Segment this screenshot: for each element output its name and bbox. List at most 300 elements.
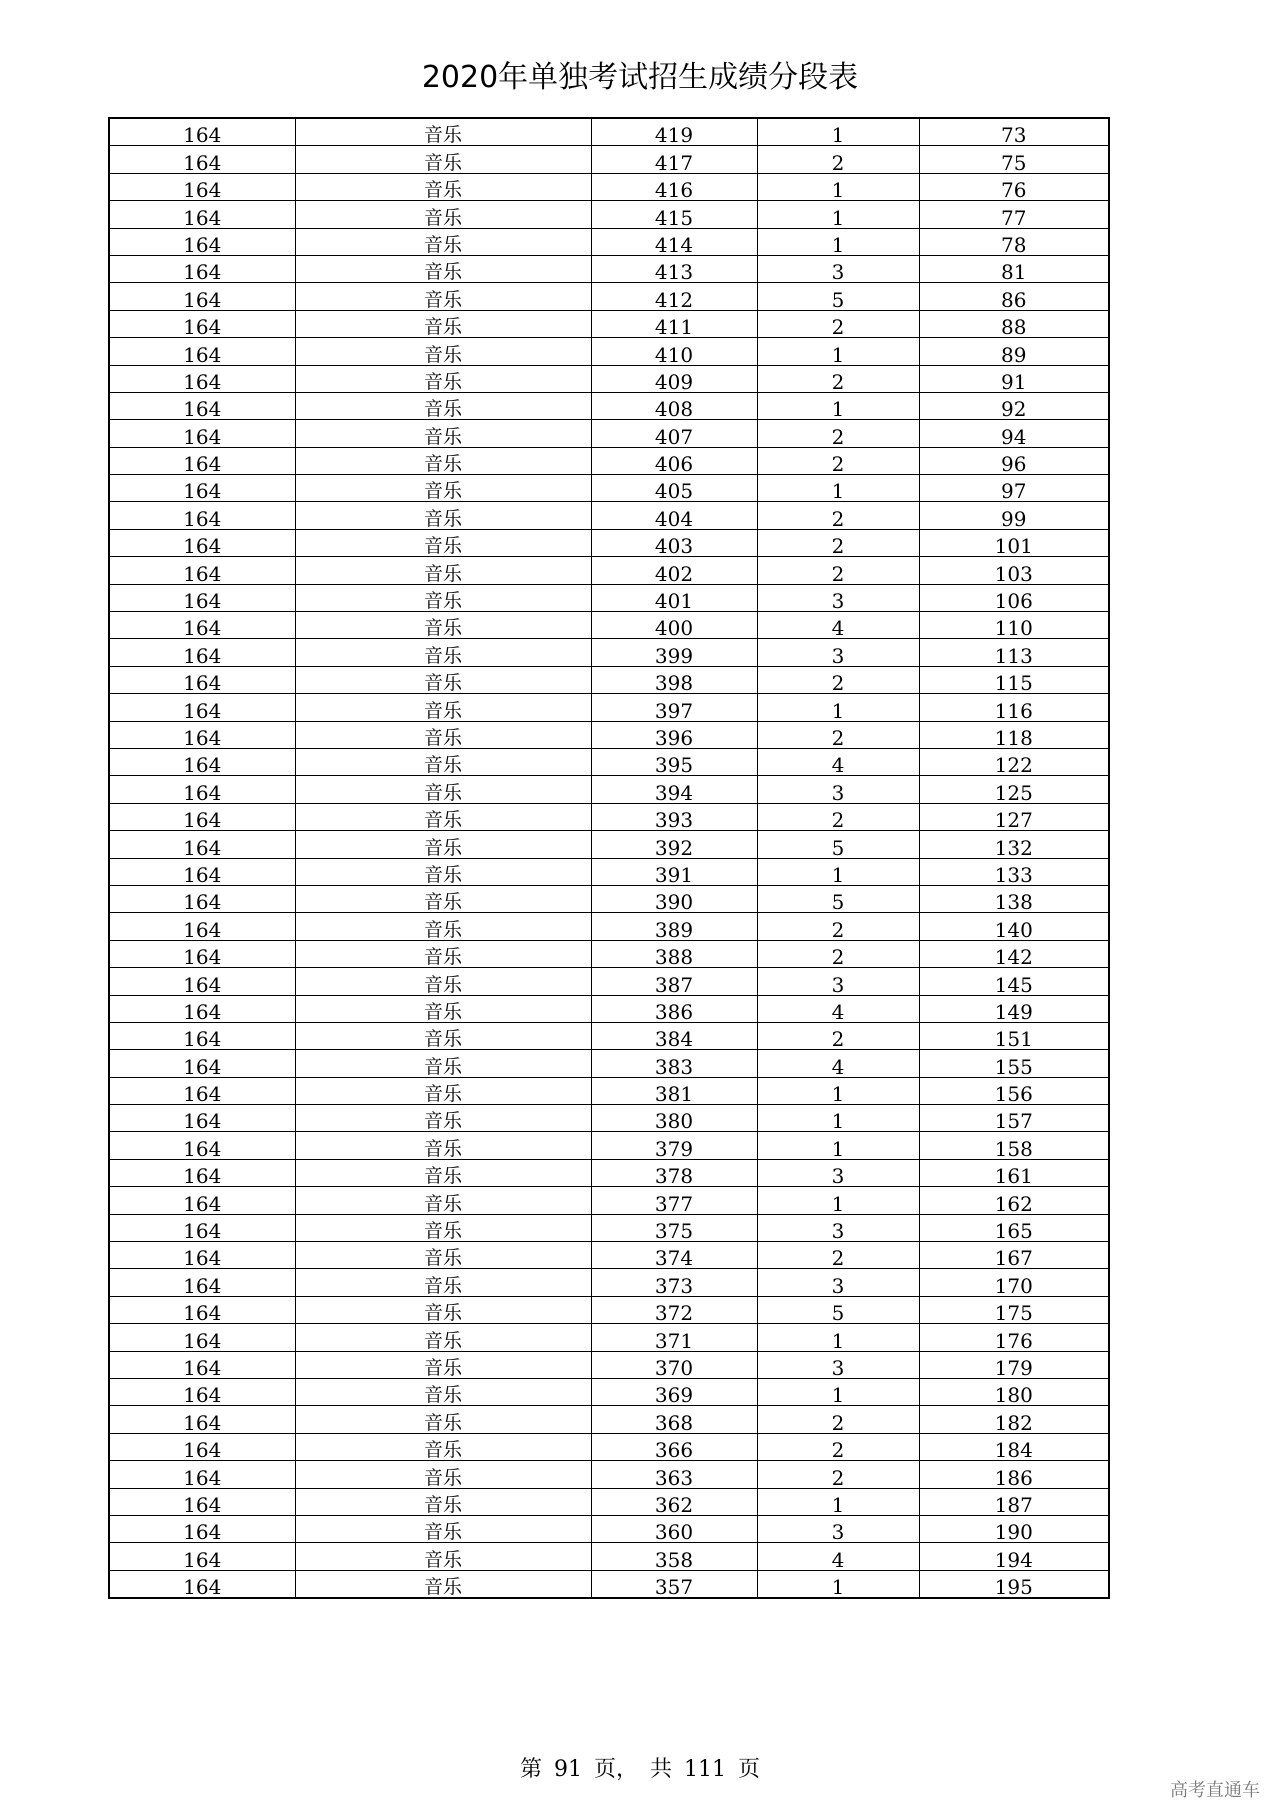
subject-cell: 音乐	[295, 1406, 591, 1433]
code-cell: 164	[109, 118, 295, 146]
page-number: 91	[553, 1757, 582, 1782]
score-cell: 392	[591, 831, 757, 858]
table-row	[109, 118, 1109, 146]
score-cell: 363	[591, 1461, 757, 1488]
code-cell: 164	[109, 666, 295, 693]
score-cell: 390	[591, 885, 757, 912]
subject-cell: 音乐	[295, 1351, 591, 1378]
subject-cell: 音乐	[295, 1050, 591, 1077]
count-cell: 2	[757, 1022, 919, 1049]
code-cell: 164	[109, 694, 295, 721]
subject-cell: 音乐	[295, 803, 591, 830]
subject-cell: 音乐	[295, 1242, 591, 1269]
subject-cell: 音乐	[295, 310, 591, 337]
code-cell: 164	[109, 1296, 295, 1323]
cumulative-cell: 151	[919, 1022, 1109, 1049]
code-cell: 164	[109, 228, 295, 255]
table-row	[109, 365, 1109, 392]
score-cell: 383	[591, 1050, 757, 1077]
cumulative-cell: 165	[919, 1214, 1109, 1241]
count-cell: 4	[757, 995, 919, 1022]
count-cell: 2	[757, 529, 919, 556]
subject-cell: 音乐	[295, 776, 591, 803]
code-cell: 164	[109, 529, 295, 556]
count-cell: 2	[757, 310, 919, 337]
code-cell: 164	[109, 310, 295, 337]
table-row	[109, 1324, 1109, 1351]
code-cell: 164	[109, 1242, 295, 1269]
subject-cell: 音乐	[295, 1159, 591, 1186]
table-row	[109, 1077, 1109, 1104]
code-cell: 164	[109, 1187, 295, 1214]
subject-cell: 音乐	[295, 666, 591, 693]
score-cell: 397	[591, 694, 757, 721]
score-cell: 358	[591, 1543, 757, 1570]
subject-cell: 音乐	[295, 612, 591, 639]
score-cell: 401	[591, 584, 757, 611]
table-row	[109, 968, 1109, 995]
code-cell: 164	[109, 940, 295, 967]
count-cell: 2	[757, 502, 919, 529]
cumulative-cell: 103	[919, 557, 1109, 584]
score-cell: 407	[591, 420, 757, 447]
table-row	[109, 310, 1109, 337]
count-cell: 3	[757, 255, 919, 282]
count-cell: 2	[757, 447, 919, 474]
score-cell: 371	[591, 1324, 757, 1351]
code-cell: 164	[109, 447, 295, 474]
count-cell: 1	[757, 1324, 919, 1351]
code-cell: 164	[109, 1105, 295, 1132]
score-cell: 406	[591, 447, 757, 474]
table-row	[109, 1105, 1109, 1132]
subject-cell: 音乐	[295, 1105, 591, 1132]
score-cell: 403	[591, 529, 757, 556]
cumulative-cell: 190	[919, 1515, 1109, 1542]
subject-cell: 音乐	[295, 940, 591, 967]
table-row	[109, 1159, 1109, 1186]
code-cell: 164	[109, 1077, 295, 1104]
table-row	[109, 1050, 1109, 1077]
cumulative-cell: 78	[919, 228, 1109, 255]
score-cell: 379	[591, 1132, 757, 1159]
code-cell: 164	[109, 721, 295, 748]
score-cell: 368	[591, 1406, 757, 1433]
table-row	[109, 1543, 1109, 1570]
code-cell: 164	[109, 831, 295, 858]
count-cell: 3	[757, 1159, 919, 1186]
cumulative-cell: 127	[919, 803, 1109, 830]
code-cell: 164	[109, 1324, 295, 1351]
code-cell: 164	[109, 1543, 295, 1570]
subject-cell: 音乐	[295, 365, 591, 392]
code-cell: 164	[109, 913, 295, 940]
score-cell: 394	[591, 776, 757, 803]
score-cell: 398	[591, 666, 757, 693]
score-cell: 414	[591, 228, 757, 255]
code-cell: 164	[109, 557, 295, 584]
table-row	[109, 1242, 1109, 1269]
table-row	[109, 1351, 1109, 1378]
cumulative-cell: 91	[919, 365, 1109, 392]
cumulative-cell: 96	[919, 447, 1109, 474]
table-row	[109, 173, 1109, 200]
subject-cell: 音乐	[295, 858, 591, 885]
score-cell: 410	[591, 338, 757, 365]
count-cell: 2	[757, 1461, 919, 1488]
table-row	[109, 1296, 1109, 1323]
score-cell: 362	[591, 1488, 757, 1515]
count-cell: 5	[757, 831, 919, 858]
code-cell: 164	[109, 584, 295, 611]
table-row	[109, 1570, 1109, 1598]
table-row	[109, 995, 1109, 1022]
subject-cell: 音乐	[295, 1077, 591, 1104]
subject-cell: 音乐	[295, 173, 591, 200]
count-cell: 3	[757, 1515, 919, 1542]
code-cell: 164	[109, 392, 295, 419]
score-cell: 378	[591, 1159, 757, 1186]
total-unit: 页	[738, 1757, 761, 1782]
code-cell: 164	[109, 420, 295, 447]
cumulative-cell: 110	[919, 612, 1109, 639]
count-cell: 1	[757, 1570, 919, 1598]
code-cell: 164	[109, 283, 295, 310]
subject-cell: 音乐	[295, 995, 591, 1022]
cumulative-cell: 145	[919, 968, 1109, 995]
subject-cell: 音乐	[295, 639, 591, 666]
code-cell: 164	[109, 612, 295, 639]
score-cell: 360	[591, 1515, 757, 1542]
count-cell: 2	[757, 557, 919, 584]
code-cell: 164	[109, 1159, 295, 1186]
subject-cell: 音乐	[295, 913, 591, 940]
subject-cell: 音乐	[295, 1378, 591, 1405]
table-row	[109, 529, 1109, 556]
count-cell: 5	[757, 1296, 919, 1323]
count-cell: 1	[757, 1488, 919, 1515]
count-cell: 2	[757, 146, 919, 173]
cumulative-cell: 195	[919, 1570, 1109, 1598]
count-cell: 1	[757, 475, 919, 502]
page-prefix: 第	[519, 1757, 542, 1782]
code-cell: 164	[109, 1406, 295, 1433]
score-cell: 415	[591, 201, 757, 228]
cumulative-cell: 89	[919, 338, 1109, 365]
count-cell: 1	[757, 338, 919, 365]
subject-cell: 音乐	[295, 1433, 591, 1460]
count-cell: 2	[757, 803, 919, 830]
cumulative-cell: 187	[919, 1488, 1109, 1515]
code-cell: 164	[109, 776, 295, 803]
code-cell: 164	[109, 201, 295, 228]
count-cell: 2	[757, 666, 919, 693]
code-cell: 164	[109, 475, 295, 502]
cumulative-cell: 182	[919, 1406, 1109, 1433]
code-cell: 164	[109, 748, 295, 775]
table-row	[109, 1488, 1109, 1515]
subject-cell: 音乐	[295, 529, 591, 556]
code-cell: 164	[109, 803, 295, 830]
cumulative-cell: 158	[919, 1132, 1109, 1159]
subject-cell: 音乐	[295, 1543, 591, 1570]
cumulative-cell: 138	[919, 885, 1109, 912]
subject-cell: 音乐	[295, 1461, 591, 1488]
score-cell: 357	[591, 1570, 757, 1598]
score-cell: 370	[591, 1351, 757, 1378]
code-cell: 164	[109, 1269, 295, 1296]
subject-cell: 音乐	[295, 968, 591, 995]
count-cell: 1	[757, 118, 919, 146]
score-cell: 388	[591, 940, 757, 967]
subject-cell: 音乐	[295, 338, 591, 365]
subject-cell: 音乐	[295, 447, 591, 474]
score-cell: 366	[591, 1433, 757, 1460]
subject-cell: 音乐	[295, 1570, 591, 1598]
cumulative-cell: 73	[919, 118, 1109, 146]
count-cell: 2	[757, 420, 919, 447]
table-row	[109, 502, 1109, 529]
count-cell: 1	[757, 1132, 919, 1159]
cumulative-cell: 118	[919, 721, 1109, 748]
code-cell: 164	[109, 146, 295, 173]
table-row	[109, 338, 1109, 365]
table-row	[109, 940, 1109, 967]
count-cell: 4	[757, 748, 919, 775]
count-cell: 3	[757, 776, 919, 803]
count-cell: 2	[757, 1433, 919, 1460]
score-cell: 389	[591, 913, 757, 940]
subject-cell: 音乐	[295, 1488, 591, 1515]
code-cell: 164	[109, 173, 295, 200]
cumulative-cell: 157	[919, 1105, 1109, 1132]
count-cell: 2	[757, 940, 919, 967]
subject-cell: 音乐	[295, 502, 591, 529]
table-row	[109, 721, 1109, 748]
score-cell: 381	[591, 1077, 757, 1104]
count-cell: 1	[757, 1187, 919, 1214]
count-cell: 3	[757, 584, 919, 611]
cumulative-cell: 140	[919, 913, 1109, 940]
table-row	[109, 1022, 1109, 1049]
score-cell: 372	[591, 1296, 757, 1323]
subject-cell: 音乐	[295, 146, 591, 173]
score-cell: 409	[591, 365, 757, 392]
table-row	[109, 1269, 1109, 1296]
subject-cell: 音乐	[295, 420, 591, 447]
count-cell: 2	[757, 1242, 919, 1269]
score-cell: 384	[591, 1022, 757, 1049]
subject-cell: 音乐	[295, 885, 591, 912]
code-cell: 164	[109, 1570, 295, 1598]
table-row	[109, 913, 1109, 940]
score-cell: 373	[591, 1269, 757, 1296]
table-row	[109, 228, 1109, 255]
table-row	[109, 283, 1109, 310]
cumulative-cell: 88	[919, 310, 1109, 337]
table-row	[109, 831, 1109, 858]
count-cell: 5	[757, 283, 919, 310]
score-cell: 393	[591, 803, 757, 830]
cumulative-cell: 161	[919, 1159, 1109, 1186]
total-pages: 111	[684, 1757, 727, 1782]
cumulative-cell: 155	[919, 1050, 1109, 1077]
table-row	[109, 1433, 1109, 1460]
code-cell: 164	[109, 1214, 295, 1241]
count-cell: 1	[757, 1378, 919, 1405]
cumulative-cell: 176	[919, 1324, 1109, 1351]
subject-cell: 音乐	[295, 831, 591, 858]
code-cell: 164	[109, 1132, 295, 1159]
page-footer	[0, 1752, 1280, 1783]
page-unit: 页，	[593, 1757, 638, 1782]
code-cell: 164	[109, 995, 295, 1022]
count-cell: 3	[757, 968, 919, 995]
cumulative-cell: 101	[919, 529, 1109, 556]
score-cell: 412	[591, 283, 757, 310]
code-cell: 164	[109, 338, 295, 365]
subject-cell: 音乐	[295, 557, 591, 584]
subject-cell: 音乐	[295, 721, 591, 748]
cumulative-cell: 86	[919, 283, 1109, 310]
count-cell: 4	[757, 1050, 919, 1077]
count-cell: 1	[757, 201, 919, 228]
table-row	[109, 1406, 1109, 1433]
table-row	[109, 858, 1109, 885]
cumulative-cell: 99	[919, 502, 1109, 529]
table-body	[109, 118, 1109, 1598]
cumulative-cell: 122	[919, 748, 1109, 775]
total-prefix: 共	[650, 1757, 673, 1782]
cumulative-cell: 175	[919, 1296, 1109, 1323]
table-row	[109, 612, 1109, 639]
cumulative-cell: 81	[919, 255, 1109, 282]
table-row	[109, 694, 1109, 721]
table-row	[109, 1515, 1109, 1542]
code-cell: 164	[109, 858, 295, 885]
cumulative-cell: 186	[919, 1461, 1109, 1488]
score-cell: 419	[591, 118, 757, 146]
cumulative-cell: 194	[919, 1543, 1109, 1570]
score-cell: 416	[591, 173, 757, 200]
table-row	[109, 447, 1109, 474]
subject-cell: 音乐	[295, 255, 591, 282]
subject-cell: 音乐	[295, 584, 591, 611]
cumulative-cell: 92	[919, 392, 1109, 419]
table-row	[109, 639, 1109, 666]
score-cell: 395	[591, 748, 757, 775]
table-row	[109, 1378, 1109, 1405]
table-row	[109, 1132, 1109, 1159]
subject-cell: 音乐	[295, 118, 591, 146]
score-cell: 400	[591, 612, 757, 639]
score-cell: 404	[591, 502, 757, 529]
count-cell: 5	[757, 885, 919, 912]
table-row	[109, 255, 1109, 282]
score-cell: 375	[591, 1214, 757, 1241]
table-row	[109, 885, 1109, 912]
cumulative-cell: 76	[919, 173, 1109, 200]
cumulative-cell: 156	[919, 1077, 1109, 1104]
subject-cell: 音乐	[295, 1022, 591, 1049]
cumulative-cell: 75	[919, 146, 1109, 173]
code-cell: 164	[109, 1461, 295, 1488]
count-cell: 2	[757, 913, 919, 940]
subject-cell: 音乐	[295, 475, 591, 502]
subject-cell: 音乐	[295, 1132, 591, 1159]
count-cell: 4	[757, 1543, 919, 1570]
cumulative-cell: 162	[919, 1187, 1109, 1214]
cumulative-cell: 132	[919, 831, 1109, 858]
table-row	[109, 1187, 1109, 1214]
code-cell: 164	[109, 968, 295, 995]
subject-cell: 音乐	[295, 748, 591, 775]
table-row	[109, 201, 1109, 228]
count-cell: 2	[757, 365, 919, 392]
subject-cell: 音乐	[295, 1296, 591, 1323]
score-cell: 387	[591, 968, 757, 995]
code-cell: 164	[109, 1050, 295, 1077]
code-cell: 164	[109, 1022, 295, 1049]
table-row	[109, 557, 1109, 584]
code-cell: 164	[109, 1378, 295, 1405]
count-cell: 1	[757, 1105, 919, 1132]
code-cell: 164	[109, 365, 295, 392]
score-cell: 399	[591, 639, 757, 666]
subject-cell: 音乐	[295, 1515, 591, 1542]
code-cell: 164	[109, 502, 295, 529]
subject-cell: 音乐	[295, 283, 591, 310]
cumulative-cell: 125	[919, 776, 1109, 803]
code-cell: 164	[109, 255, 295, 282]
code-cell: 164	[109, 1488, 295, 1515]
count-cell: 2	[757, 1406, 919, 1433]
table-row	[109, 666, 1109, 693]
cumulative-cell: 167	[919, 1242, 1109, 1269]
code-cell: 164	[109, 1515, 295, 1542]
cumulative-cell: 115	[919, 666, 1109, 693]
watermark: 高考直通车	[1170, 1780, 1260, 1801]
table-row	[109, 776, 1109, 803]
score-cell: 405	[591, 475, 757, 502]
code-cell: 164	[109, 1351, 295, 1378]
subject-cell: 音乐	[295, 392, 591, 419]
table-row	[109, 475, 1109, 502]
table-row	[109, 420, 1109, 447]
page-title: 2020年单独考试招生成绩分段表	[421, 60, 859, 95]
cumulative-cell: 180	[919, 1378, 1109, 1405]
score-cell: 391	[591, 858, 757, 885]
count-cell: 1	[757, 392, 919, 419]
cumulative-cell: 184	[919, 1433, 1109, 1460]
score-cell: 374	[591, 1242, 757, 1269]
count-cell: 3	[757, 1214, 919, 1241]
count-cell: 3	[757, 639, 919, 666]
score-cell: 380	[591, 1105, 757, 1132]
subject-cell: 音乐	[295, 1269, 591, 1296]
cumulative-cell: 179	[919, 1351, 1109, 1378]
count-cell: 3	[757, 1351, 919, 1378]
count-cell: 4	[757, 612, 919, 639]
count-cell: 2	[757, 721, 919, 748]
count-cell: 1	[757, 173, 919, 200]
table-row	[109, 392, 1109, 419]
cumulative-cell: 106	[919, 584, 1109, 611]
subject-cell: 音乐	[295, 1214, 591, 1241]
score-cell: 408	[591, 392, 757, 419]
count-cell: 1	[757, 694, 919, 721]
cumulative-cell: 149	[919, 995, 1109, 1022]
